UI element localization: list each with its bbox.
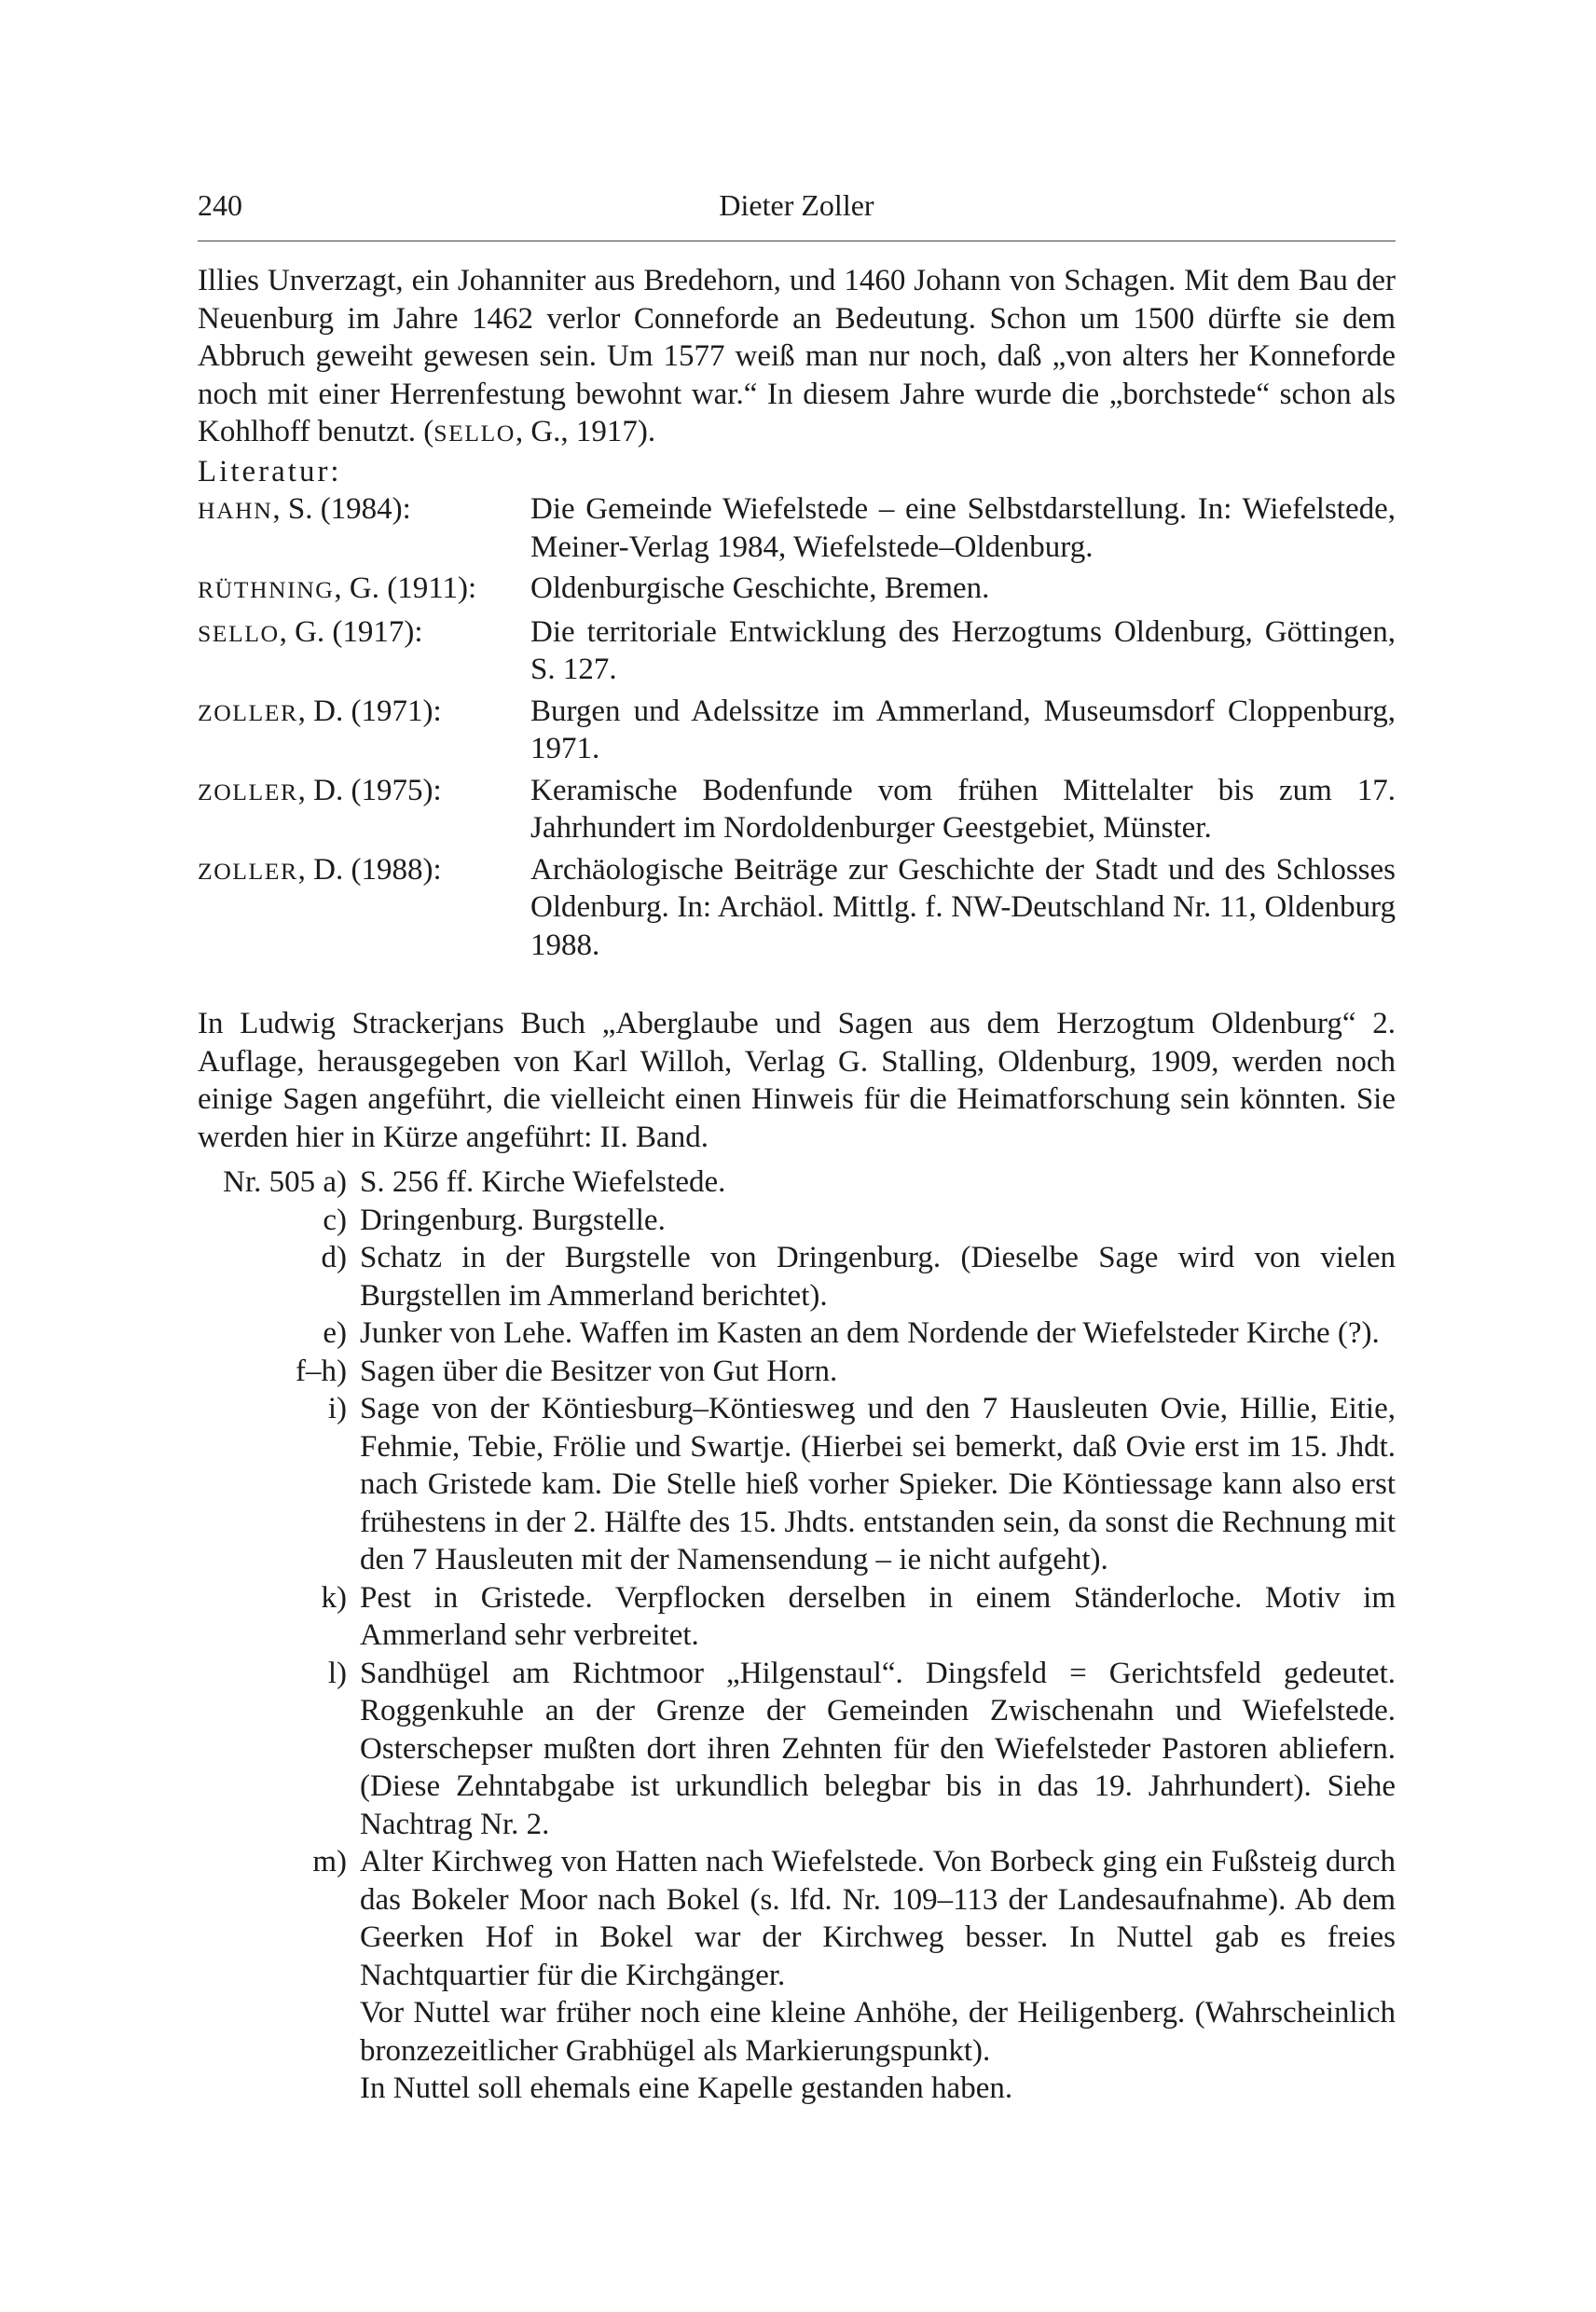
- ref-author: [198, 851, 530, 965]
- ref-year: , D. (1975):: [297, 773, 442, 807]
- sage-text-block: [360, 1843, 1396, 2108]
- sage-text: Pest in Gristede. Verpflocken derselben in einem Ständerloche. Motiv im Ammerland sehr verbreitet.: [360, 1580, 1396, 1652]
- sage-text: Dringenburg. Burgstelle.: [360, 1203, 666, 1237]
- ref-year: , D. (1988):: [297, 852, 442, 887]
- ref-author: [198, 570, 530, 610]
- sage-text-continued: Vor Nuttel war früher noch eine kleine Anhöhe, der Heiligenberg. (Wahrscheinlich bronzezeitlicher Grabhügel als Markierungspunkt).: [360, 1996, 1396, 2068]
- ref-author-name: RÜTHNING: [198, 576, 335, 603]
- sage-text: Sagen über die Besitzer von Gut Horn.: [360, 1354, 838, 1388]
- literature-entry: [198, 772, 1396, 847]
- sage-item: [198, 1163, 1396, 1202]
- sage-label: Nr. 505 a): [223, 1165, 347, 1199]
- sage-label: f–h): [296, 1354, 347, 1388]
- sage-item: [198, 1353, 1396, 1391]
- literature-entry: [198, 693, 1396, 768]
- sage-label: d): [321, 1241, 347, 1274]
- ref-author: [198, 613, 530, 689]
- sage-label: e): [323, 1316, 347, 1350]
- sage-item: [198, 1390, 1396, 1579]
- page-number: 240: [198, 188, 242, 222]
- ref-author-name: HAHN: [198, 497, 273, 524]
- ref-author: [198, 772, 530, 847]
- ref-author-name: SELLO: [198, 619, 280, 647]
- sage-text: Alter Kirchweg von Hatten nach Wiefelstede. Von Borbeck ging ein Fußsteig durch das Bokeler Moor nach Bokel (s. lfd. Nr. 109–113 der Landesaufnahme). Ab dem Geerken Hof in Bokel war der Kirchweg besser. In Nuttel gab es freies Nachtquartier für die Kirchgänger.: [360, 1845, 1396, 1992]
- sage-label: k): [321, 1580, 347, 1615]
- ref-author-name: ZOLLER: [198, 778, 298, 805]
- ref-year: , D. (1971):: [297, 694, 442, 728]
- sage-item: [198, 1655, 1396, 1844]
- literature-list: [198, 490, 1396, 964]
- sage-label: i): [327, 1392, 347, 1425]
- ref-text: Die territoriale Entwicklung des Herzogtums Oldenburg, Göttingen, S. 127.: [530, 614, 1396, 686]
- ref-text: Burgen und Adelssitze im Ammerland, Museumsdorf Cloppenburg, 1971.: [530, 694, 1396, 765]
- ref-year: , G. (1911):: [334, 571, 477, 605]
- literature-entry: [198, 851, 1396, 965]
- ref-text: Keramische Bodenfunde vom frühen Mittelalter bis zum 17. Jahrhundert im Nordoldenburger Geestgebiet, Münster.: [530, 773, 1396, 845]
- ref-author-name: ZOLLER: [198, 857, 298, 885]
- running-head: [198, 186, 1396, 227]
- sage-text: Junker von Lehe. Waffen im Kasten an dem Nordende der Wiefelsteder Kirche (?).: [360, 1316, 1380, 1350]
- literature-entry: [198, 490, 1396, 566]
- sage-text-continued: In Nuttel soll ehemals eine Kapelle gestanden haben.: [360, 2071, 1013, 2105]
- ref-author: [198, 693, 530, 768]
- intro-text: Illies Unverzagt, ein Johanniter aus Bredehorn, und 1460 Johann von Schagen. Mit dem Bau der Neuenburg im Jahre 1462 verlor Conneforde an Bedeutung. Schon um 1500 dürfte sie dem Abbruch geweiht gewesen sein. Um 1577 weiß man nur noch, daß „von alters her Konneforde noch mit einer Herrenfestung bewohnt war.“ In diesem Jahre wurde die „borchstede“ schon als Kohlhoff benutzt. (: [198, 264, 1396, 448]
- literature-title: Literatur:: [198, 454, 342, 489]
- intro-cite-rest: , G., 1917).: [515, 415, 656, 448]
- intro-paragraph: [198, 262, 1396, 453]
- sage-item: [198, 1579, 1396, 1655]
- ref-text: Oldenburgische Geschichte, Bremen.: [530, 571, 990, 605]
- sage-item: [198, 1314, 1396, 1353]
- sage-text: S. 256 ff. Kirche Wiefelstede.: [360, 1165, 726, 1199]
- literature-entry: [198, 613, 1396, 689]
- ref-author-name: ZOLLER: [198, 698, 298, 726]
- sage-text: Sage von der Köntiesburg–Köntiesweg und den 7 Hausleuten Ovie, Hillie, Eitie, Fehmie, Tebie, Frölie und Swartje. (Hierbei sei bemerkt, daß Ovie erst im 15. Jhdt. nach Gristede kam. Die Stelle hieß vorher Spieker. Die Köntiessage kann also erst frühestens in der 2. Hälfte des 15. Jhdts. entstanden sein, da sonst die Rechnung mit den 7 Hausleuten mit der Namensendung – ie nicht aufgeht).: [360, 1392, 1396, 1576]
- ref-year: , S. (1984):: [272, 492, 411, 526]
- sage-label: m): [312, 1845, 347, 1878]
- intro-cite-author: SELLO: [433, 420, 516, 447]
- ref-author: [198, 490, 530, 566]
- running-title: Dieter Zoller: [719, 188, 874, 222]
- sagen-list: [198, 1163, 1396, 2108]
- literature-entry: [198, 570, 1396, 610]
- sage-text: Schatz in der Burgstelle von Dringenburg. (Dieselbe Sage wird von vielen Burgstellen im Ammerland berichtet).: [360, 1241, 1396, 1313]
- sage-item: [198, 1239, 1396, 1314]
- ref-year: , G. (1917):: [279, 614, 423, 649]
- sage-item: [198, 1202, 1396, 1240]
- strackerjan-paragraph: In Ludwig Strackerjans Buch „Aberglaube und Sagen aus dem Herzogtum Oldenburg“ 2. Auflage, herausgegeben von Karl Willoh, Verlag G. Stalling, Oldenburg, 1909, werden noch einige Sagen angeführt, die vielleicht einen Hinweis für die Heimatforschung sein könnten. Sie werden hier in Kürze angeführt: II. Band.: [198, 1007, 1396, 1154]
- page: [198, 186, 1396, 2108]
- sage-text: Sandhügel am Richtmoor „Hilgenstaul“. Dingsfeld = Gerichtsfeld gedeutet. Roggenkuhle an der Grenze der Gemeinden Zwischenahn und Wiefelstede. Osterschepser mußten dort ihren Zehnten für den Wiefelsteder Pastoren abliefern. (Diese Zehntabgabe ist urkundlich belegbar bis in das 19. Jahrhundert). Siehe Nachtrag Nr. 2.: [360, 1656, 1396, 1841]
- ref-text: Die Gemeinde Wiefelstede – eine Selbstdarstellung. In: Wiefelstede, Meiner-Verlag 1984, Wiefelstede–Oldenburg.: [530, 492, 1396, 564]
- sage-label: c): [323, 1203, 347, 1237]
- sage-item: [198, 1843, 1396, 2108]
- section-gap: [198, 968, 1396, 1005]
- sage-label: l): [327, 1656, 347, 1690]
- ref-text: Archäologische Beiträge zur Geschichte der Stadt und des Schlosses Oldenburg. In: Archäol. Mittlg. f. NW-Deutschland Nr. 11, Oldenburg 1988.: [530, 852, 1396, 962]
